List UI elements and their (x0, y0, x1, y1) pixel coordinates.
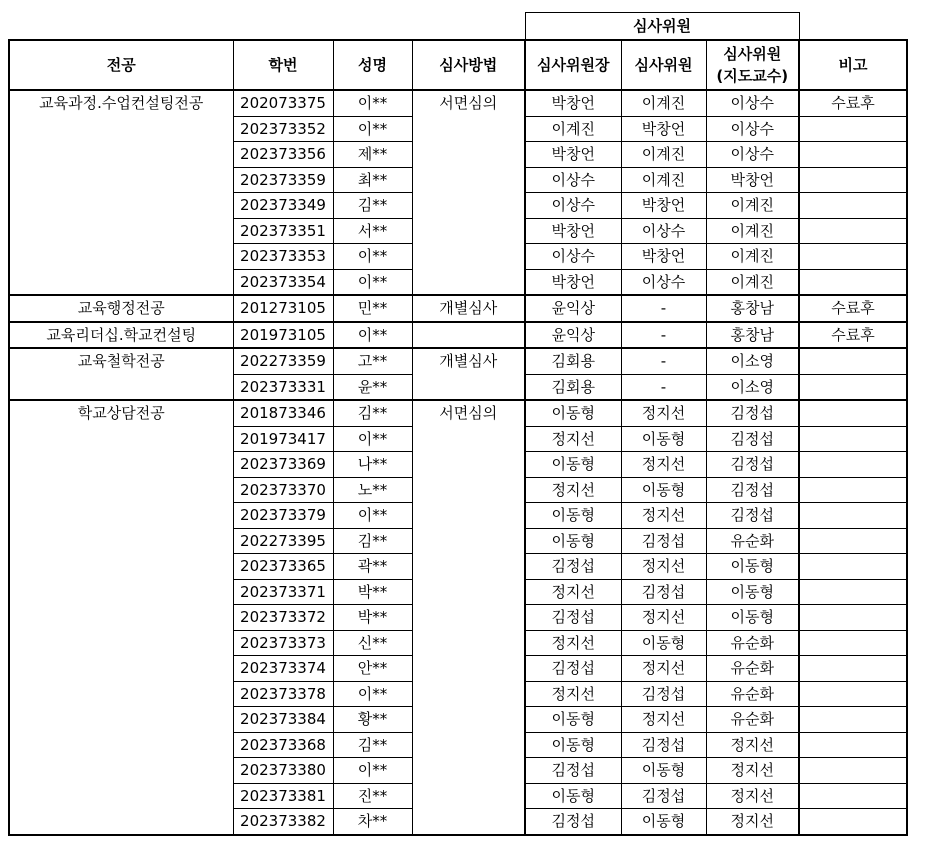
advisor-cell: 김정섭 (706, 452, 799, 478)
header-method: 심사방법 (412, 40, 525, 90)
student-id-cell: 202373352 (233, 116, 333, 142)
note-cell (799, 681, 907, 707)
name-cell: 김** (333, 193, 412, 219)
advisor-cell: 김정섭 (706, 503, 799, 529)
student-id-cell: 201873346 (233, 400, 333, 426)
note-cell (799, 244, 907, 270)
advisor-cell: 정지선 (706, 809, 799, 835)
table-row (9, 295, 907, 322)
note-cell (799, 656, 907, 682)
note-cell (799, 503, 907, 529)
name-cell: 안** (333, 656, 412, 682)
name-cell: 윤** (333, 374, 412, 400)
name-cell: 이** (333, 426, 412, 452)
header-advisor-line1: 심사위원 (723, 45, 782, 63)
name-cell: 신** (333, 630, 412, 656)
advisor-cell: 김정섭 (706, 477, 799, 503)
name-cell: 김** (333, 400, 412, 426)
advisor-cell: 유순화 (706, 707, 799, 733)
note-cell (799, 477, 907, 503)
note-cell (799, 554, 907, 580)
member-cell: - (621, 374, 706, 400)
chair-cell: 윤익상 (525, 295, 621, 322)
name-cell: 이** (333, 116, 412, 142)
chair-cell: 정지선 (525, 477, 621, 503)
advisor-cell: 이동형 (706, 579, 799, 605)
name-cell: 김** (333, 528, 412, 554)
chair-cell: 정지선 (525, 630, 621, 656)
student-id-cell: 202273359 (233, 348, 333, 374)
member-cell: 정지선 (621, 503, 706, 529)
chair-cell: 윤익상 (525, 322, 621, 349)
major-cell: 교육철학전공 (9, 348, 233, 400)
chair-cell: 이동형 (525, 732, 621, 758)
note-cell: 수료후 (799, 322, 907, 349)
name-cell: 이** (333, 758, 412, 784)
note-cell (799, 758, 907, 784)
note-cell (799, 116, 907, 142)
note-cell (799, 142, 907, 168)
note-cell (799, 579, 907, 605)
note-cell (799, 707, 907, 733)
note-cell (799, 528, 907, 554)
advisor-cell: 정지선 (706, 783, 799, 809)
member-cell: 정지선 (621, 400, 706, 426)
note-cell (799, 605, 907, 631)
name-cell: 나** (333, 452, 412, 478)
member-cell: 김정섭 (621, 528, 706, 554)
chair-cell: 정지선 (525, 681, 621, 707)
advisor-cell: 홍창남 (706, 322, 799, 349)
chair-cell: 김정섭 (525, 758, 621, 784)
name-cell: 진** (333, 783, 412, 809)
advisor-cell: 이계진 (706, 269, 799, 295)
student-id-cell: 202373359 (233, 167, 333, 193)
name-cell: 이** (333, 269, 412, 295)
member-cell: 이상수 (621, 269, 706, 295)
advisor-cell: 이동형 (706, 554, 799, 580)
advisor-cell: 이동형 (706, 605, 799, 631)
name-cell: 서** (333, 218, 412, 244)
note-cell (799, 374, 907, 400)
name-cell: 곽** (333, 554, 412, 580)
member-cell: 박창언 (621, 193, 706, 219)
chair-cell: 박창언 (525, 142, 621, 168)
student-id-cell: 202373374 (233, 656, 333, 682)
student-id-cell: 202373378 (233, 681, 333, 707)
student-id-cell: 202373365 (233, 554, 333, 580)
member-cell: 이동형 (621, 758, 706, 784)
member-cell: 박창언 (621, 244, 706, 270)
advisor-cell: 이상수 (706, 90, 799, 116)
student-id-cell: 202373351 (233, 218, 333, 244)
chair-cell: 이동형 (525, 503, 621, 529)
advisor-cell: 이계진 (706, 193, 799, 219)
method-cell: 서면심의 (412, 400, 525, 835)
name-cell: 최** (333, 167, 412, 193)
chair-cell: 김정섭 (525, 605, 621, 631)
advisor-cell: 김정섭 (706, 400, 799, 426)
header-chair: 심사위원장 (525, 40, 621, 90)
advisor-cell: 이상수 (706, 142, 799, 168)
chair-cell: 이동형 (525, 400, 621, 426)
name-cell: 고** (333, 348, 412, 374)
chair-cell: 이동형 (525, 452, 621, 478)
header-name: 성명 (333, 40, 412, 90)
advisor-cell: 유순화 (706, 528, 799, 554)
note-cell (799, 218, 907, 244)
note-cell: 수료후 (799, 295, 907, 322)
chair-cell: 김회용 (525, 348, 621, 374)
chair-cell: 박창언 (525, 218, 621, 244)
member-cell: 박창언 (621, 116, 706, 142)
major-cell: 교육리더십.학교컨설팅 (9, 322, 233, 349)
student-id-cell: 202373381 (233, 783, 333, 809)
chair-cell: 이동형 (525, 707, 621, 733)
note-cell (799, 783, 907, 809)
advisor-cell: 유순화 (706, 630, 799, 656)
student-id-cell: 202373368 (233, 732, 333, 758)
chair-cell: 이상수 (525, 167, 621, 193)
advisor-cell: 유순화 (706, 681, 799, 707)
column-header-row (9, 40, 907, 90)
chair-cell: 박창언 (525, 269, 621, 295)
advisor-cell: 박창언 (706, 167, 799, 193)
major-cell: 교육과정.수업컨설팅전공 (9, 90, 233, 295)
member-cell: 김정섭 (621, 783, 706, 809)
student-id-cell: 202373372 (233, 605, 333, 631)
student-id-cell: 202373371 (233, 579, 333, 605)
student-id-cell: 202373380 (233, 758, 333, 784)
student-id-cell: 202373356 (233, 142, 333, 168)
chair-cell: 김정섭 (525, 656, 621, 682)
chair-cell: 김정섭 (525, 554, 621, 580)
method-cell: 서면심의 (412, 90, 525, 295)
advisor-cell: 이소영 (706, 348, 799, 374)
chair-cell: 박창언 (525, 90, 621, 116)
member-cell: 김정섭 (621, 579, 706, 605)
member-cell: 이동형 (621, 426, 706, 452)
member-cell: 정지선 (621, 656, 706, 682)
table-row (9, 400, 907, 426)
name-cell: 박** (333, 605, 412, 631)
name-cell: 이** (333, 244, 412, 270)
advisor-cell: 이상수 (706, 116, 799, 142)
student-id-cell: 202373349 (233, 193, 333, 219)
name-cell: 박** (333, 579, 412, 605)
student-id-cell: 202373331 (233, 374, 333, 400)
advisor-cell: 이소영 (706, 374, 799, 400)
name-cell: 노** (333, 477, 412, 503)
student-id-cell: 201273105 (233, 295, 333, 322)
committee-group-header: 심사위원 (525, 13, 799, 41)
advisor-cell: 이계진 (706, 244, 799, 270)
table-row (9, 322, 907, 349)
header-major: 전공 (9, 40, 233, 90)
committee-table (8, 12, 908, 836)
student-id-cell: 202373382 (233, 809, 333, 835)
header-note: 비고 (799, 40, 907, 90)
member-cell: 김정섭 (621, 681, 706, 707)
member-cell: 이상수 (621, 218, 706, 244)
chair-cell: 김회용 (525, 374, 621, 400)
header-advisor (706, 40, 799, 90)
header-advisor-line2: (지도교수) (716, 67, 789, 85)
note-cell (799, 732, 907, 758)
note-cell (799, 193, 907, 219)
chair-cell: 김정섭 (525, 809, 621, 835)
note-cell (799, 426, 907, 452)
student-id-cell: 202073375 (233, 90, 333, 116)
member-cell: 이동형 (621, 630, 706, 656)
name-cell: 이** (333, 90, 412, 116)
chair-cell: 이계진 (525, 116, 621, 142)
member-cell: - (621, 295, 706, 322)
member-cell: 이계진 (621, 167, 706, 193)
note-cell (799, 452, 907, 478)
member-cell: 이계진 (621, 142, 706, 168)
table-body (9, 90, 907, 835)
member-cell: 이동형 (621, 809, 706, 835)
chair-cell: 이동형 (525, 783, 621, 809)
chair-cell: 이상수 (525, 193, 621, 219)
student-id-cell: 201973105 (233, 322, 333, 349)
member-cell: 정지선 (621, 605, 706, 631)
member-cell: 이계진 (621, 90, 706, 116)
student-id-cell: 202373379 (233, 503, 333, 529)
student-id-cell: 202373353 (233, 244, 333, 270)
committee-table-wrapper (8, 12, 908, 836)
name-cell: 이** (333, 503, 412, 529)
advisor-cell: 김정섭 (706, 426, 799, 452)
table-row (9, 90, 907, 116)
name-cell: 제** (333, 142, 412, 168)
member-cell: 김정섭 (621, 732, 706, 758)
name-cell: 차** (333, 809, 412, 835)
note-cell (799, 269, 907, 295)
student-id-cell: 202373370 (233, 477, 333, 503)
note-cell: 수료후 (799, 90, 907, 116)
student-id-cell: 202373373 (233, 630, 333, 656)
student-id-cell: 202373369 (233, 452, 333, 478)
chair-cell: 정지선 (525, 579, 621, 605)
name-cell: 민** (333, 295, 412, 322)
advisor-cell: 정지선 (706, 732, 799, 758)
advisor-cell: 홍창남 (706, 295, 799, 322)
member-cell: - (621, 322, 706, 349)
advisor-cell: 유순화 (706, 656, 799, 682)
note-cell (799, 400, 907, 426)
note-cell (799, 809, 907, 835)
header-student-id: 학번 (233, 40, 333, 90)
student-id-cell: 202373354 (233, 269, 333, 295)
major-cell: 학교상담전공 (9, 400, 233, 835)
student-id-cell: 202373384 (233, 707, 333, 733)
chair-cell: 정지선 (525, 426, 621, 452)
advisor-cell: 정지선 (706, 758, 799, 784)
advisor-cell: 이계진 (706, 218, 799, 244)
note-cell (799, 167, 907, 193)
header-member: 심사위원 (621, 40, 706, 90)
note-cell (799, 348, 907, 374)
chair-cell: 이상수 (525, 244, 621, 270)
member-cell: 정지선 (621, 707, 706, 733)
committee-group-row (9, 13, 907, 41)
member-cell: 정지선 (621, 452, 706, 478)
method-cell (412, 322, 525, 349)
name-cell: 김** (333, 732, 412, 758)
name-cell: 이** (333, 322, 412, 349)
member-cell: 이동형 (621, 477, 706, 503)
member-cell: - (621, 348, 706, 374)
method-cell: 개별심사 (412, 295, 525, 322)
major-cell: 교육행정전공 (9, 295, 233, 322)
student-id-cell: 202273395 (233, 528, 333, 554)
method-cell: 개별심사 (412, 348, 525, 400)
chair-cell: 이동형 (525, 528, 621, 554)
member-cell: 정지선 (621, 554, 706, 580)
name-cell: 이** (333, 681, 412, 707)
note-cell (799, 630, 907, 656)
table-row (9, 348, 907, 374)
student-id-cell: 201973417 (233, 426, 333, 452)
name-cell: 황** (333, 707, 412, 733)
